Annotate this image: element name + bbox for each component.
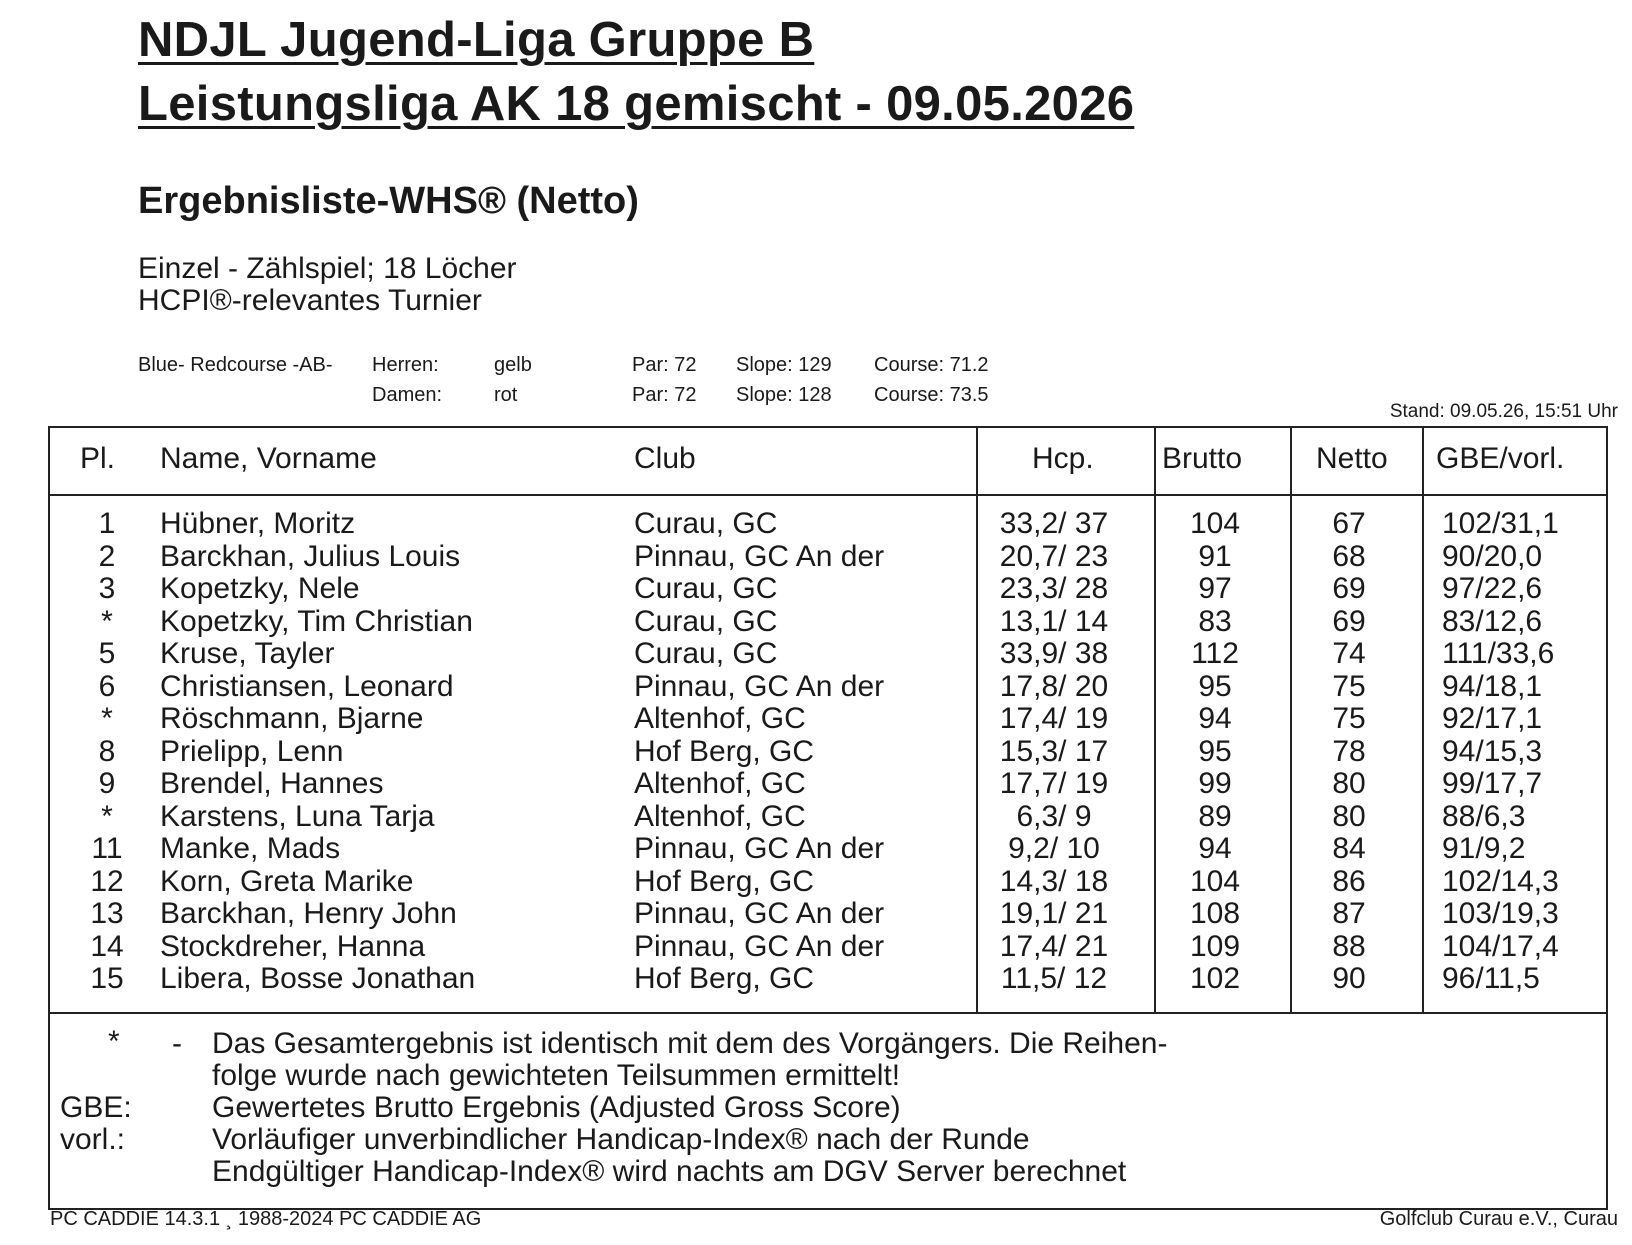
cell-club: Hof Berg, GC — [634, 734, 815, 768]
cell-gbe: 92/17,1 — [1442, 702, 1543, 735]
cell-name: Kopetzky, Tim Christian — [160, 604, 473, 638]
cell-club: Hof Berg, GC — [634, 864, 815, 898]
cell-club: Pinnau, GC An der — [634, 832, 885, 865]
cell-brutto: 99 — [1198, 767, 1232, 800]
header-name: Name, Vorname — [160, 442, 377, 475]
table-row — [50, 508, 1606, 541]
cell-netto: 75 — [1332, 669, 1366, 703]
table-row — [50, 541, 1606, 574]
legend-star-text-2: folge wurde nach gewichteten Teilsummen ermittelt! — [212, 1059, 901, 1092]
legend-vorl-text-2: Endgültiger Handicap-Index® wird nachts am DGV Server berechnet — [212, 1155, 1127, 1188]
cell-name: Stockdreher, Hanna — [160, 929, 426, 963]
cell-pl: 9 — [98, 767, 116, 800]
cell-netto: 67 — [1332, 507, 1366, 540]
cell-netto: 80 — [1332, 799, 1366, 833]
cell-brutto: 94 — [1198, 702, 1232, 735]
course-name: Blue- Redcourse -AB- — [138, 354, 333, 376]
footer-club: Golfclub Curau e.V., Curau — [1379, 1208, 1618, 1230]
cell-hcp: 15,3/ 17 — [999, 734, 1109, 768]
cell-name: Korn, Greta Marike — [160, 864, 414, 898]
cell-netto: 68 — [1332, 539, 1366, 573]
cell-club: Pinnau, GC An der — [634, 929, 885, 963]
header-brutto: Brutto — [1162, 442, 1243, 475]
cell-gbe: 102/31,1 — [1442, 507, 1559, 540]
table-row — [50, 638, 1606, 671]
cell-club: Altenhof, GC — [634, 702, 806, 735]
cell-hcp: 20,7/ 23 — [999, 539, 1109, 573]
cell-gbe: 88/6,3 — [1442, 799, 1526, 833]
table-row — [50, 736, 1606, 769]
cell-netto: 88 — [1332, 929, 1366, 963]
legend-vorl-text-1: Vorläufiger unverbindlicher Handicap-Index® nach der Runde — [212, 1123, 1030, 1156]
damen-course-rating: Course: 73.5 — [874, 384, 989, 406]
cell-gbe: 96/11,5 — [1442, 962, 1540, 995]
cell-name: Manke, Mads — [160, 832, 341, 865]
cell-name: Libera, Bosse Jonathan — [160, 962, 476, 995]
cell-gbe: 90/20,0 — [1442, 539, 1543, 573]
cell-brutto: 104 — [1189, 864, 1241, 898]
damen-label: Damen: — [372, 384, 443, 406]
cell-hcp: 13,1/ 14 — [999, 604, 1109, 638]
cell-gbe: 94/15,3 — [1442, 734, 1543, 768]
cell-netto: 87 — [1332, 897, 1366, 930]
header-divider — [50, 494, 1606, 496]
cell-netto: 69 — [1332, 572, 1366, 605]
cell-pl: 2 — [98, 539, 116, 573]
stand-timestamp: Stand: 09.05.26, 15:51 Uhr — [1389, 401, 1618, 422]
table-row — [50, 833, 1606, 866]
cell-netto: 74 — [1332, 637, 1366, 670]
cell-name: Röschmann, Bjarne — [160, 702, 424, 735]
cell-hcp: 19,1/ 21 — [999, 897, 1109, 930]
cell-club: Curau, GC — [634, 637, 778, 670]
cell-hcp: 14,3/ 18 — [999, 864, 1109, 898]
herren-course-rating: Course: 71.2 — [874, 354, 989, 376]
table-row — [50, 931, 1606, 964]
table-row — [50, 866, 1606, 899]
cell-brutto: 102 — [1189, 962, 1241, 995]
legend-vorl-label: vorl.: — [60, 1123, 126, 1156]
table-row — [50, 671, 1606, 704]
cell-gbe: 103/19,3 — [1442, 897, 1559, 930]
header-club: Club — [634, 442, 696, 475]
cell-pl: 12 — [90, 864, 124, 898]
herren-slope: Slope: 129 — [736, 354, 832, 376]
cell-pl: 11 — [91, 832, 123, 865]
cell-name: Barckhan, Julius Louis — [160, 539, 461, 573]
cell-club: Pinnau, GC An der — [634, 669, 885, 703]
subtitle: Ergebnisliste-WHS® (Netto) — [138, 180, 639, 222]
tournament-info: HCPI®-relevantes Turnier — [138, 284, 482, 317]
cell-pl: 5 — [98, 637, 116, 670]
cell-name: Karstens, Luna Tarja — [160, 799, 435, 833]
cell-brutto: 91 — [1198, 539, 1232, 573]
header-hcp: Hcp. — [1032, 442, 1094, 475]
legend-gbe-label: GBE: — [60, 1091, 132, 1124]
cell-name: Barckhan, Henry John — [160, 897, 457, 930]
damen-tee: rot — [494, 384, 518, 406]
cell-name: Hübner, Moritz — [160, 507, 356, 540]
cell-netto: 80 — [1332, 767, 1366, 800]
cell-brutto: 89 — [1198, 799, 1232, 833]
cell-netto: 86 — [1332, 864, 1366, 898]
cell-name: Christiansen, Leonard — [160, 669, 454, 703]
cell-pl: 14 — [90, 929, 124, 963]
table-row — [50, 606, 1606, 639]
legend-box — [48, 1012, 1608, 1210]
cell-hcp: 33,9/ 38 — [999, 637, 1109, 670]
legend-star-text-1: Das Gesamtergebnis ist identisch mit dem des Vorgängers. Die Reihen- — [212, 1027, 1168, 1060]
results-rows — [50, 508, 1606, 996]
cell-hcp: 17,4/ 19 — [999, 702, 1109, 735]
cell-netto: 78 — [1332, 734, 1366, 768]
table-row — [50, 573, 1606, 606]
herren-tee: gelb — [494, 354, 532, 376]
cell-hcp: 6,3/ 9 — [1016, 799, 1092, 833]
damen-slope: Slope: 128 — [736, 384, 832, 406]
cell-hcp: 17,8/ 20 — [999, 669, 1109, 703]
cell-club: Altenhof, GC — [634, 767, 806, 800]
cell-pl: 1 — [98, 507, 116, 540]
cell-brutto: 94 — [1198, 832, 1232, 865]
cell-brutto: 95 — [1198, 734, 1232, 768]
cell-gbe: 91/9,2 — [1442, 832, 1526, 865]
cell-club: Curau, GC — [634, 507, 778, 540]
cell-name: Prielipp, Lenn — [160, 734, 344, 768]
cell-hcp: 9,2/ 10 — [1008, 832, 1100, 865]
herren-label: Herren: — [372, 354, 439, 376]
cell-brutto: 83 — [1198, 604, 1232, 638]
cell-netto: 75 — [1332, 702, 1366, 735]
table-row — [50, 801, 1606, 834]
header-netto: Netto — [1316, 442, 1388, 475]
footer-software: PC CADDIE 14.3.1 ¸ 1988-2024 PC CADDIE AG — [50, 1208, 482, 1230]
cell-pl: * — [101, 799, 113, 833]
cell-gbe: 94/18,1 — [1442, 669, 1543, 703]
cell-gbe: 99/17,7 — [1442, 767, 1543, 800]
cell-gbe: 83/12,6 — [1442, 604, 1543, 638]
cell-club: Curau, GC — [634, 604, 778, 638]
cell-netto: 69 — [1332, 604, 1366, 638]
legend-star-symbol: * — [108, 1025, 120, 1058]
herren-par: Par: 72 — [632, 354, 697, 376]
cell-hcp: 17,7/ 19 — [999, 767, 1109, 800]
header-gbe: GBE/vorl. — [1436, 442, 1565, 475]
table-row — [50, 703, 1606, 736]
cell-brutto: 95 — [1198, 669, 1232, 703]
cell-brutto: 108 — [1189, 897, 1241, 930]
cell-club: Pinnau, GC An der — [634, 539, 885, 573]
cell-pl: * — [101, 702, 113, 735]
cell-pl: 8 — [98, 734, 116, 768]
header-pl: Pl. — [80, 442, 116, 475]
cell-brutto: 112 — [1191, 637, 1239, 670]
title-line-1: NDJL Jugend-Liga Gruppe B — [138, 13, 815, 67]
cell-club: Hof Berg, GC — [634, 962, 815, 995]
cell-pl: * — [101, 604, 113, 638]
cell-hcp: 23,3/ 28 — [999, 572, 1109, 605]
cell-netto: 84 — [1332, 832, 1366, 865]
title-line-2: Leistungsliga AK 18 gemischt - 09.05.2026 — [138, 77, 1135, 131]
results-table — [48, 426, 1608, 1014]
cell-gbe: 104/17,4 — [1442, 929, 1559, 963]
cell-name: Brendel, Hannes — [160, 767, 384, 800]
cell-pl: 3 — [98, 572, 116, 605]
cell-pl: 15 — [90, 962, 124, 995]
legend-star-dash: - — [172, 1027, 182, 1060]
cell-netto: 90 — [1332, 962, 1366, 995]
cell-brutto: 109 — [1189, 929, 1241, 963]
table-row — [50, 768, 1606, 801]
cell-name: Kopetzky, Nele — [160, 572, 360, 605]
cell-club: Altenhof, GC — [634, 799, 806, 833]
table-row — [50, 898, 1606, 931]
cell-name: Kruse, Tayler — [160, 637, 335, 670]
cell-pl: 13 — [90, 897, 124, 930]
format-info: Einzel - Zählspiel; 18 Löcher — [138, 252, 517, 285]
cell-brutto: 104 — [1189, 507, 1241, 540]
cell-club: Pinnau, GC An der — [634, 897, 885, 930]
cell-club: Curau, GC — [634, 572, 778, 605]
cell-gbe: 111/33,6 — [1442, 637, 1555, 670]
cell-gbe: 102/14,3 — [1442, 864, 1559, 898]
cell-hcp: 17,4/ 21 — [999, 929, 1109, 963]
cell-brutto: 97 — [1198, 572, 1232, 605]
cell-hcp: 11,5/ 12 — [1000, 962, 1108, 995]
cell-gbe: 97/22,6 — [1442, 572, 1543, 605]
legend-gbe-text: Gewertetes Brutto Ergebnis (Adjusted Gross Score) — [212, 1091, 901, 1124]
table-row — [50, 963, 1606, 996]
cell-hcp: 33,2/ 37 — [999, 507, 1109, 540]
cell-pl: 6 — [98, 669, 116, 703]
damen-par: Par: 72 — [632, 384, 697, 406]
